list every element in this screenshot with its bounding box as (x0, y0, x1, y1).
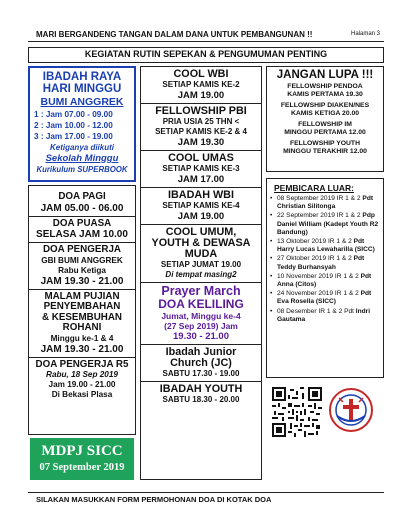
column-middle (140, 66, 262, 480)
prayer-march-sub-1: Jumat, Minggu ke-4 (161, 311, 241, 321)
column-left (28, 185, 136, 435)
doa-puasa (29, 219, 135, 241)
mdpj-banner (30, 438, 134, 480)
jangan-lupa-item: MINGGU PERTAMA 12.00 (284, 129, 366, 136)
pembicara-item (270, 290, 380, 306)
pembicara-date: 27 Oktober 2019 IR 1 & 2 (277, 255, 354, 263)
pembicara-item (270, 308, 380, 324)
ibadah-raya-title-1: IBADAH RAYA (42, 71, 122, 83)
divider (141, 103, 261, 104)
ibadah-junior-time: SABTU 17.30 - 19.00 (162, 369, 240, 378)
prayer-march (141, 285, 261, 342)
section-title: KEGIATAN RUTIN SEPEKAN & PENGUMUMAN PENTING (28, 47, 384, 63)
jangan-lupa-item: FELLOWSHIP IM (298, 121, 352, 128)
doa-puasa-time: SELASA JAM 10.00 (36, 229, 128, 240)
fellowship-pbi (141, 106, 261, 148)
malam-pujian-title-2: PENYEMBAHAN (43, 301, 121, 312)
jangan-lupa-box (266, 66, 384, 172)
ibadah-junior-title-2: Church (JC) (170, 357, 232, 369)
ibadah-raya-schedule-2: 2 : Jam 10.00 - 12.00 (34, 121, 113, 130)
cool-umum-title-2: YOUTH & DEWASA (151, 237, 251, 249)
ibadah-raya-schedule-3: 3 : Jam 17.00 - 19.00 (34, 132, 113, 141)
mdpj-date: 07 September 2019 (39, 462, 125, 473)
mdpj-title: MDPJ SICC (41, 443, 123, 459)
pembicara-date: 08 September 2019 IR 1 & 2 (277, 195, 363, 202)
cool-wbi (141, 69, 261, 101)
pembicara-name: Pdt Anna (Citos) (277, 272, 372, 289)
ibadah-raya-title-2: HARI MINGGU (42, 83, 122, 95)
divider (141, 344, 261, 345)
pembicara-item (270, 255, 380, 271)
ibadah-raya-note: Ketiganya diikuti (49, 143, 114, 152)
fellowship-pbi-sub-2: SETIAP KAMIS KE-2 & 4 (155, 127, 247, 136)
pembicara-name: Pdt Eva Rosella (SICC) (277, 290, 372, 306)
ibadah-raya-kurikulum: Kurikulum SUPERBOOK (36, 165, 128, 174)
doa-pengerja-time: JAM 19.30 - 21.00 (40, 275, 124, 287)
ibadah-raya-location: BUMI ANGGREK (40, 96, 124, 108)
divider (141, 282, 261, 283)
doa-pengerja-sub: GBI BUMI ANGGREK (41, 255, 123, 265)
cool-umum-title-3: MUDA (184, 248, 218, 260)
doa-puasa-title: DOA PUASA (52, 217, 112, 229)
pembicara-date: 10 November 2019 IR 1 & 2 (277, 272, 361, 280)
malam-pujian-day: Minggu ke-1 & 4 (50, 333, 114, 343)
pembicara-date: 22 September 2019 IR 1 & 2 (277, 212, 363, 220)
ibadah-wbi-sub: SETIAP KAMIS KE-4 (162, 201, 240, 210)
cool-wbi-sub: SETIAP KAMIS KE-2 (162, 80, 240, 89)
jangan-lupa-title: JANGAN LUPA !!! (276, 69, 374, 81)
doa-pengerja-r5-title: DOA PENGERJA R5 (35, 358, 129, 370)
ibadah-youth-time: SABTU 18.30 - 20.00 (162, 395, 240, 404)
pembicara-item (270, 212, 380, 237)
ibadah-junior (141, 347, 261, 379)
prayer-march-title-1: Prayer March (161, 284, 241, 298)
doa-pengerja-r5-date: Rabu, 18 Sep 2019 (46, 370, 118, 379)
cool-umum (141, 227, 261, 280)
prayer-march-time: 19.30 - 21.00 (173, 331, 229, 342)
ibadah-wbi (141, 190, 261, 222)
bottom-banner: SILAKAN MASUKKAN FORM PERMOHONAN DOA DI KOTAK DOA (28, 492, 384, 508)
pembicara-name: Pdt Christian Silitonga (277, 195, 374, 211)
fellowship-pbi-title: FELLOWSHIP PBI (155, 105, 247, 117)
jangan-lupa-item: FELLOWSHIP PENDOA (287, 83, 363, 90)
ibadah-raya-sekolah: Sekolah Minggu (45, 153, 119, 164)
ibadah-youth-title: IBADAH YOUTH (159, 383, 243, 395)
gbi-logo-icon (327, 386, 375, 438)
cool-umas-time: JAM 17.00 (177, 174, 225, 185)
pembicara-date: 24 November 2019 IR 1 & 2 (277, 290, 361, 298)
ibadah-wbi-time: JAM 19.00 (177, 211, 225, 222)
pembicara-name: Indri Gautama (277, 307, 371, 323)
doa-pagi (29, 192, 135, 214)
malam-pujian-time: JAM 19.30 - 21.00 (40, 343, 124, 355)
malam-pujian-title-1: MALAM PUJIAN (44, 290, 120, 302)
top-banner-text: MARI BERGANDENG TANGAN DALAM DANA UNTUK PEMBANGUNAN !! (36, 30, 313, 39)
cool-umum-place: Di tempat masing2 (165, 270, 237, 279)
jangan-lupa-item: FELLOWSHIP DIAKEN/NES (280, 102, 370, 109)
prayer-march-title-2: DOA KELILING (158, 297, 244, 311)
malam-pujian-title-4: ROHANI (62, 322, 102, 333)
jangan-lupa-item: MINGGU TERAKHIR 12.00 (283, 148, 367, 155)
top-banner (28, 28, 384, 42)
cool-umum-sub: SETIAP JUMAT 19.00 (160, 260, 242, 269)
jangan-lupa-item: KAMIS PERTAMA 19.30 (287, 91, 363, 98)
pembicara-item (270, 195, 380, 211)
malam-pujian (29, 292, 135, 355)
divider (29, 289, 135, 290)
page-number: Halaman 3 (350, 31, 380, 37)
doa-pengerja-r5-place: Di Bekasi Plasa (51, 390, 113, 399)
cool-wbi-time: JAM 19.00 (177, 90, 225, 101)
divider (29, 216, 135, 217)
cool-umum-title-1: COOL UMUM, (165, 226, 237, 238)
cool-umas-sub: SETIAP KAMIS KE-3 (162, 164, 240, 173)
ibadah-junior-title-1: Ibadah Junior (165, 346, 237, 358)
fellowship-pbi-sub-1: PRIA USIA 25 THN < (162, 117, 240, 126)
doa-pengerja-r5 (29, 360, 135, 401)
malam-pujian-title-3: & KESEMBUHAN (41, 311, 122, 323)
pembicara-luar-box (266, 178, 384, 378)
fellowship-pbi-time: JAM 19.30 (177, 137, 225, 148)
qr-code-icon[interactable] (272, 386, 322, 438)
jangan-lupa-item: KAMIS KETIGA 20.00 (290, 110, 360, 117)
pembicara-item (270, 238, 380, 254)
doa-pengerja-title: DOA PENGERJA (42, 244, 122, 255)
divider (29, 357, 135, 358)
jangan-lupa-item: FELLOWSHIP YOUTH (290, 140, 360, 147)
pembicara-title: PEMBICARA LUAR: (274, 183, 354, 193)
pembicara-date: 08 Desember IR 1 & 2 Pdt (277, 307, 356, 315)
doa-pengerja-r5-time: Jam 19.00 - 21.00 (48, 380, 116, 389)
divider (141, 150, 261, 151)
cool-wbi-title: COOL WBI (173, 68, 229, 80)
ibadah-raya-box (28, 66, 136, 182)
ibadah-raya-schedule-1: 1 : Jam 07.00 - 09.00 (34, 110, 113, 119)
doa-pengerja (29, 245, 135, 287)
ibadah-wbi-title: IBADAH WBI (168, 189, 234, 201)
doa-pagi-title: DOA PAGI (58, 191, 106, 202)
prayer-march-sub-2: (27 Sep 2019) Jam (164, 321, 238, 331)
pembicara-name: Pdp Daniel William (Kadept Youth R2 Bandung) (277, 212, 379, 236)
ibadah-youth (141, 384, 261, 405)
divider (141, 381, 261, 382)
doa-pagi-time: JAM 05.00 - 06.00 (40, 202, 124, 214)
pembicara-name: Pdt Harry Lucas Lewaharilla (SICC) (277, 238, 375, 254)
divider (141, 224, 261, 225)
divider (141, 187, 261, 188)
pembicara-date: 13 Oktober 2019 IR 1 & 2 (277, 238, 354, 246)
cool-umas-title: COOL UMAS (168, 152, 234, 164)
doa-pengerja-day: Rabu Ketiga (58, 265, 106, 275)
pembicara-item (270, 273, 380, 289)
cool-umas (141, 153, 261, 185)
divider (29, 242, 135, 243)
pembicara-name: Pdt Teddy Burhansyah (277, 255, 365, 271)
